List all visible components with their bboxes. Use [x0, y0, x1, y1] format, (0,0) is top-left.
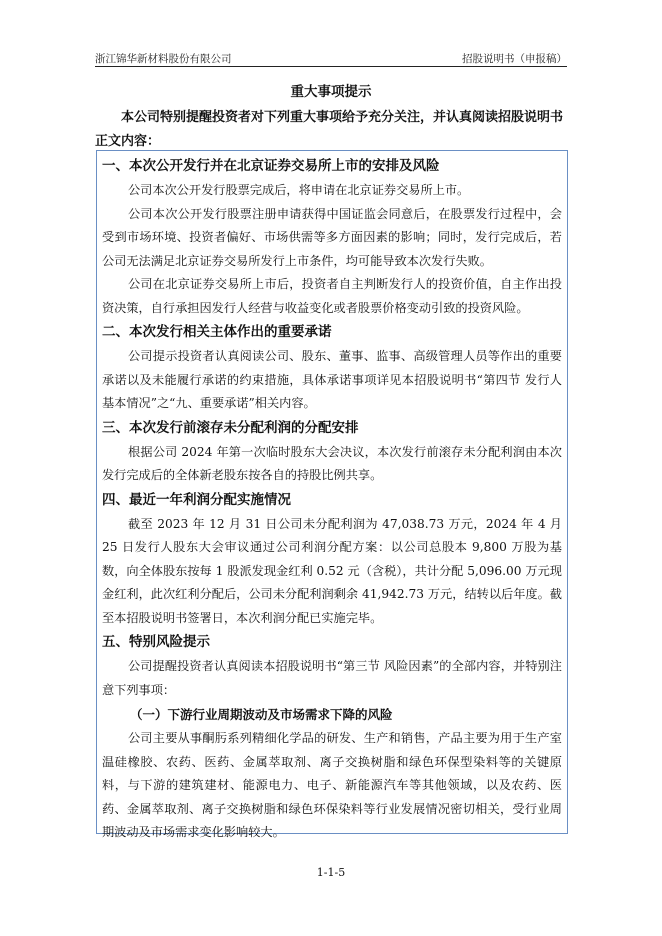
section-4-paragraph-1: 截至 2023 年 12 月 31 日公司未分配利润为 47,038.73 万元，2024 年 4 月 25 日发行人股东大会审议通过公司利润分配方案：以公司总股本 9,800 万股为基数，向全体股东按每 1 股派发现金红利 0.52 元（含税），共计分配 5,096.00 万元现金红利，此次红利分配后，公司未分配利润剩余 41,942.73 万元，结转以后年度。截至本招股说明书签署日，本次利润分配已实施完毕。	[102, 516, 562, 625]
section-heading-1: 一、本次公开发行并在北京证券交易所上市的安排及风险	[102, 158, 440, 174]
content-box	[96, 150, 568, 839]
section-5-paragraph-1: 公司提醒投资者认真阅读本招股说明书“第三节 风险因素”的全部内容，并特别注意下列事项：	[102, 659, 562, 697]
page-header	[95, 44, 567, 66]
section-heading-4: 四、最近一年利润分配实施情况	[102, 491, 291, 508]
section-2-paragraph-1: 公司提示投资者认真阅读公司、股东、董事、监事、高级管理人员等作出的重要承诺以及未能履行承诺的约束措施，具体承诺事项详见本招股说明书“第四节 发行人基本情况”之“九、重要承诺”相关内容。	[102, 349, 562, 410]
page-number: 1-1-5	[316, 866, 346, 879]
section-heading-5: 五、特别风险提示	[102, 634, 210, 650]
document-type: 招股说明书（申报稿）	[462, 53, 567, 65]
section-heading-3: 三、本次发行前滚存未分配利润的分配安排	[102, 419, 359, 436]
page-title: 重大事项提示	[290, 84, 372, 100]
section-heading-2: 二、本次发行相关主体作出的重要承诺	[102, 324, 332, 340]
section-1-paragraph-1: 公司本次公开发行股票完成后，将申请在北京证券交易所上市。	[128, 183, 470, 197]
subsection-paragraph: 公司主要从事酮肟系列精细化学品的研发、生产和销售，产品主要为用于生产室温硅橡胶、农药、医药、金属萃取剂、离子交换树脂和绿色环保型染料等的关键原料，与下游的建筑建材、能源电力、电子、新能源汽车等其他领域，以及农药、医药、金属萃取剂、离子交换树脂和绿色环保染料等行业发展情况密切相关，受行业周期波动及市场需求变化影响较大。	[102, 731, 562, 839]
section-1-paragraph-3: 公司在北京证券交易所上市后，投资者自主判断发行人的投资价值，自主作出投资决策，自行承担因发行人经营与收益变化或者股票价格变动引致的投资风险。	[102, 277, 562, 315]
intro-notice: 本公司特别提醒投资者对下列重大事项给予充分关注，并认真阅读招股说明书正文内容：	[95, 110, 564, 149]
section-3-paragraph-1: 根据公司 2024 年第一次临时股东大会决议，本次发行前滚存未分配利润由本次发行完成后的全体新老股东按各自的持股比例共享。	[102, 444, 562, 482]
company-name: 浙江锦华新材料股份有限公司	[95, 53, 232, 65]
section-1-paragraph-2: 公司本次公开发行股票注册申请获得中国证监会同意后，在股票发行过程中，会受到市场环境、投资者偏好、市场供需等多方面因素的影响；同时，发行完成后，若公司无法满足北京证券交易所发行上市条件，均可能导致本次发行失败。	[102, 206, 562, 268]
subsection-heading: （一）下游行业周期波动及市场需求下降的风险	[130, 707, 393, 722]
header-divider	[95, 66, 567, 67]
